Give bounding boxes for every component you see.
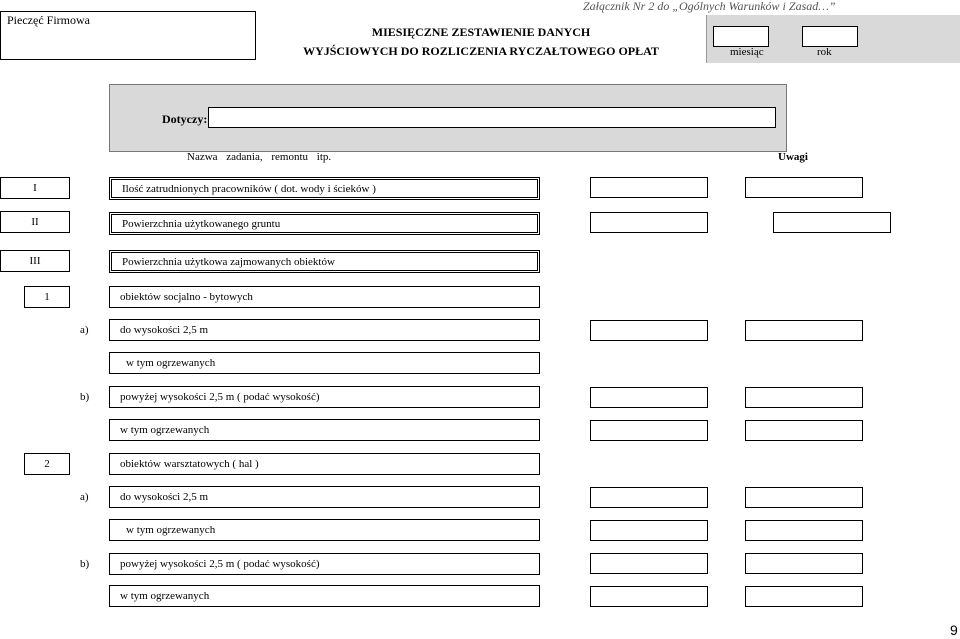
remarks-field[interactable] xyxy=(745,420,863,441)
row-label: w tym ogrzewanych xyxy=(120,424,210,436)
row-number: 2 xyxy=(44,458,50,470)
row-number: b) xyxy=(80,558,90,570)
row-label-box xyxy=(109,319,540,341)
row-label: obiektów warsztatowych ( hal ) xyxy=(120,458,259,470)
row-label-box xyxy=(109,352,540,374)
month-label: miesiąc xyxy=(730,46,764,58)
row-number: b) xyxy=(80,391,90,403)
company-stamp-box xyxy=(0,11,256,60)
form-title-line2: WYJŚCIOWYCH DO ROZLICZENIA RYCZAŁTOWEGO OPŁAT xyxy=(303,44,659,58)
page-number: 9 xyxy=(950,622,958,638)
period-panel xyxy=(706,15,960,63)
row-number-box xyxy=(24,286,70,308)
value-field[interactable] xyxy=(590,212,708,233)
subject-label: Dotyczy: xyxy=(162,112,208,126)
value-field[interactable] xyxy=(590,387,708,408)
row-number: a) xyxy=(80,324,89,336)
value-field[interactable] xyxy=(590,320,708,341)
row-label-box xyxy=(109,286,540,308)
row-label-box xyxy=(109,212,540,235)
value-field[interactable] xyxy=(590,586,708,607)
row-label: Powierzchnia użytkowa zajmowanych obiektów xyxy=(122,255,335,268)
row-number-box xyxy=(0,177,70,199)
month-field[interactable] xyxy=(713,26,769,47)
form-title-line1: MIESIĘCZNE ZESTAWIENIE DANYCH xyxy=(371,25,591,39)
row-label: w tym ogrzewanych xyxy=(126,357,216,369)
year-label: rok xyxy=(817,46,832,58)
subject-panel xyxy=(109,84,787,152)
row-label-box xyxy=(109,453,540,475)
row-label-box xyxy=(109,519,540,541)
row-label: do wysokości 2,5 m xyxy=(120,324,208,336)
year-field[interactable] xyxy=(802,26,858,47)
row-label-box xyxy=(109,585,540,607)
row-label-box xyxy=(109,177,540,200)
row-number: a) xyxy=(80,491,89,503)
remarks-field[interactable] xyxy=(745,553,863,574)
row-label-box xyxy=(109,250,540,273)
company-stamp-label: Pieczęć Firmowa xyxy=(7,13,90,27)
subject-caption: Nazwa zadania, remontu itp. xyxy=(187,151,332,163)
remarks-field[interactable] xyxy=(745,487,863,508)
row-number-box xyxy=(0,250,70,272)
row-number: III xyxy=(29,255,41,267)
row-label-box xyxy=(109,419,540,441)
annex-note: Załącznik Nr 2 do „Ogólnych Warunków i Zasad…” xyxy=(583,0,836,13)
value-field[interactable] xyxy=(590,520,708,541)
row-label-box xyxy=(109,486,540,508)
remarks-field[interactable] xyxy=(745,520,863,541)
value-field[interactable] xyxy=(590,487,708,508)
row-label: w tym ogrzewanych xyxy=(126,524,216,536)
row-label-box xyxy=(109,553,540,575)
row-number: II xyxy=(31,216,39,228)
remarks-label: Uwagi xyxy=(778,151,808,163)
remarks-field[interactable] xyxy=(745,387,863,408)
row-label: obiektów socjalno - bytowych xyxy=(120,291,253,303)
row-label-box xyxy=(109,386,540,408)
remarks-field[interactable] xyxy=(745,586,863,607)
row-label: powyżej wysokości 2,5 m ( podać wysokość) xyxy=(120,391,320,403)
remarks-field[interactable] xyxy=(745,177,863,198)
row-number: 1 xyxy=(44,291,50,303)
subject-input[interactable] xyxy=(208,107,776,128)
row-number: I xyxy=(33,182,37,194)
value-field[interactable] xyxy=(590,553,708,574)
remarks-field[interactable] xyxy=(773,212,891,233)
value-field[interactable] xyxy=(590,177,708,198)
row-label: do wysokości 2,5 m xyxy=(120,491,208,503)
row-label: powyżej wysokości 2,5 m ( podać wysokość) xyxy=(120,558,320,570)
remarks-field[interactable] xyxy=(745,320,863,341)
value-field[interactable] xyxy=(590,420,708,441)
row-label: Ilość zatrudnionych pracowników ( dot. wody i ścieków ) xyxy=(122,182,376,195)
row-label: Powierzchnia użytkowanego gruntu xyxy=(122,217,281,230)
row-label: w tym ogrzewanych xyxy=(120,590,210,602)
row-number-box xyxy=(24,453,70,475)
row-number-box xyxy=(0,211,70,233)
